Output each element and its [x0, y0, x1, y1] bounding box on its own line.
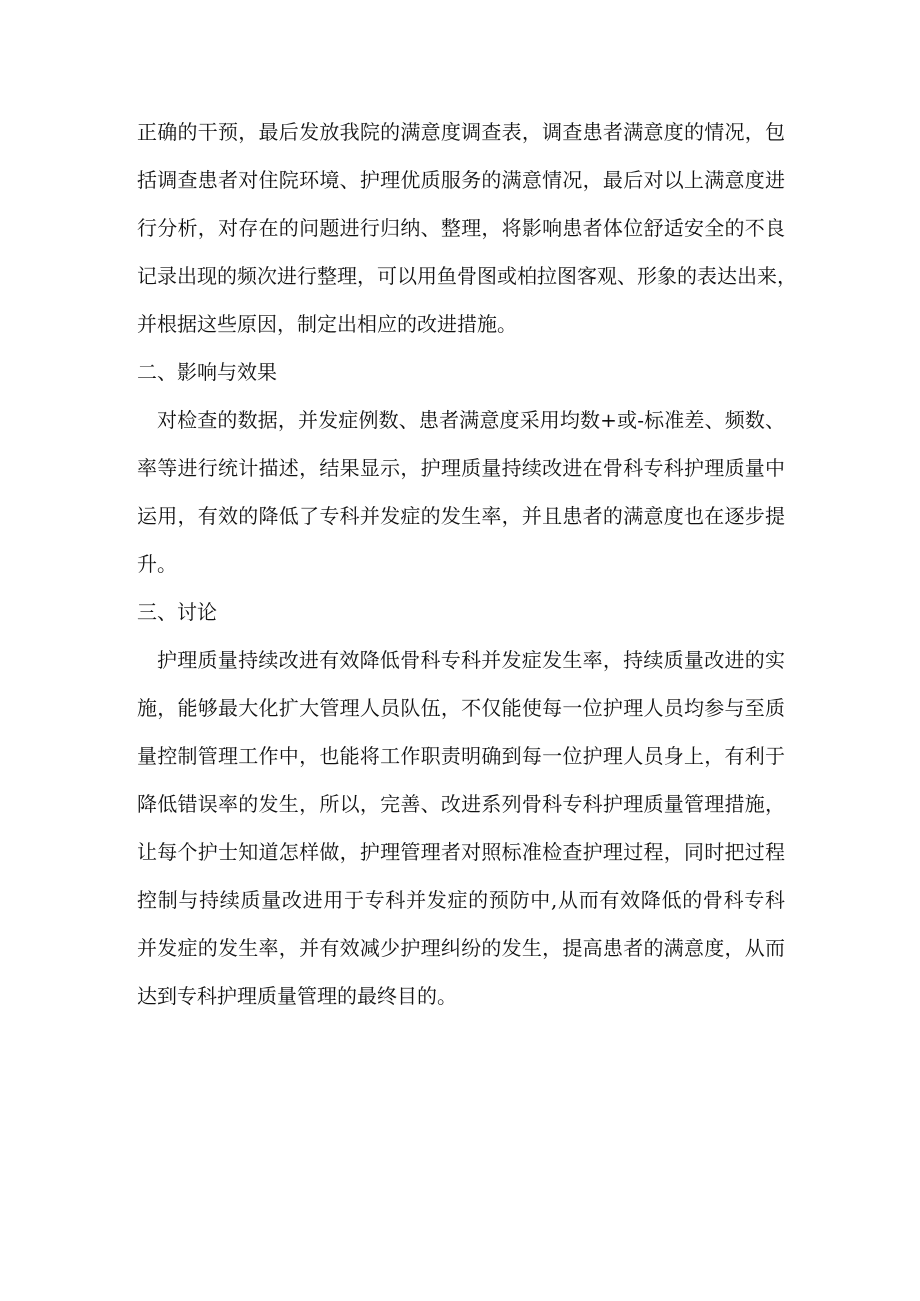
paragraph-line: 率等进行统计描述，结果显示，护理质量持续改进在骨科专科护理质量中: [137, 456, 785, 480]
paragraph-line: 运用，有效的降低了专科并发症的发生率，并且患者的满意度也在逐步提: [137, 504, 785, 528]
paragraph-line: 降低错误率的发生，所以，完善、改进系列骨科专科护理质量管理措施，: [137, 792, 785, 816]
paragraph-line: 量控制管理工作中，也能将工作职责明确到每一位护理人员身上，有利于: [137, 744, 785, 768]
paragraph-line: 升。: [137, 552, 177, 576]
paragraph-line: 并发症的发生率，并有效减少护理纠纷的发生，提高患者的满意度，从而: [137, 936, 785, 960]
section-heading-impact: 二、影响与效果: [137, 360, 277, 384]
paragraph-line: 括调查患者对住院环境、护理优质服务的满意情况，最后对以上满意度进: [137, 168, 785, 192]
paragraph-line: 对检查的数据，并发症例数、患者满意度采用均数+或-标准差、频数、: [157, 408, 785, 432]
paragraph-line: 达到专科护理质量管理的最终目的。: [137, 984, 457, 1008]
paragraph-line: 正确的干预，最后发放我院的满意度调查表，调查患者满意度的情况，包: [137, 120, 785, 144]
section-heading-discussion: 三、讨论: [137, 600, 217, 624]
paragraph-line: 记录出现的频次进行整理，可以用鱼骨图或柏拉图客观、形象的表达出来，: [137, 264, 797, 288]
paragraph-line: 护理质量持续改进有效降低骨科专科并发症发生率，持续质量改进的实: [157, 648, 785, 672]
paragraph-line: 施，能够最大化扩大管理人员队伍，不仅能使每一位护理人员均参与至质: [137, 696, 785, 720]
paragraph-line: 让每个护士知道怎样做，护理管理者对照标准检查护理过程，同时把过程: [137, 840, 785, 864]
paragraph-line: 并根据这些原因，制定出相应的改进措施。: [137, 312, 517, 336]
paragraph-line: 控制与持续质量改进用于专科并发症的预防中,从而有效降低的骨科专科: [137, 888, 785, 912]
paragraph-line: 行分析，对存在的问题进行归纳、整理，将影响患者体位舒适安全的不良: [137, 216, 785, 240]
